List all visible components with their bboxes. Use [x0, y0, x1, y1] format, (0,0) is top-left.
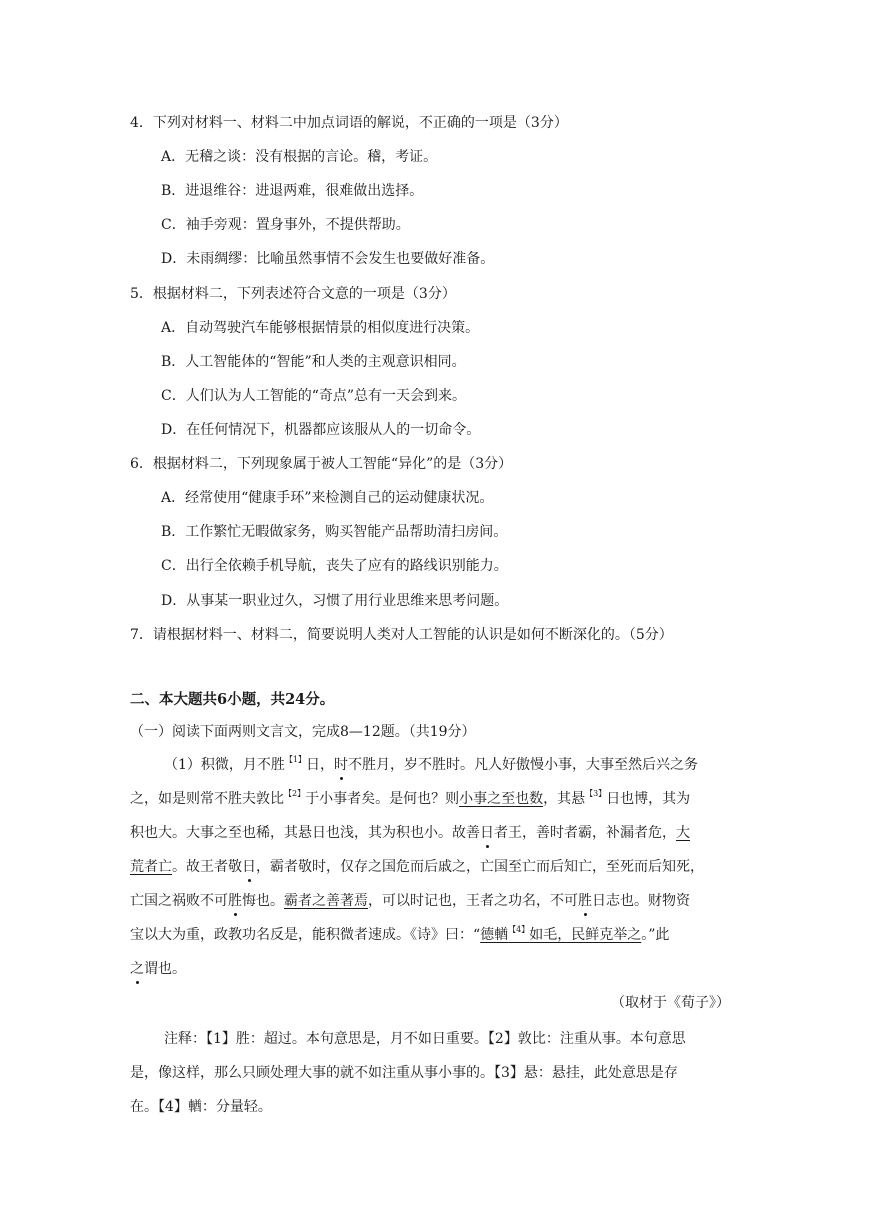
note-marker-3: 【3】 [585, 789, 607, 798]
passage-line-4: 荒者亡。故王者敬日，霸者敬时，仅存之国危而后戚之，亡国至亡而后知亡，至死而后知死， [130, 859, 704, 875]
passage-line-2: 之，如是则常不胜夫敦比$^{【2】}$于小事者矣。是何也？则小事之至也数，其悬$^{【3】}$日也博，其为 [130, 789, 691, 807]
passage-line-3: 积也大。大事之至也稀，其悬日也浅，其为积也小。故善日者王，善时者霸，补漏者危，大 [130, 825, 690, 841]
underlined-phrase: 小事之至也数 [459, 791, 544, 807]
notes-line-1: 注释：【1】胜：超过。本句意思是，月不如日重要。【2】敦比：注重从事。本句意思 [164, 1031, 686, 1047]
note-marker-1: 【1】 [284, 755, 307, 764]
passage-line-1: （1）积微，月不胜$^{【1】}$日，时不胜月，岁不胜时。凡人好傲慢小事，大事至然后兴之务 [164, 755, 699, 773]
passage-line-6: 宝以大为重，政教功名反是，能积微者速成。《诗》曰：“德輶$^{【4】}$如毛，民鲜克举之。”此 [130, 925, 670, 943]
emphasis-dot-char: 胜 [578, 893, 592, 909]
question-5-option-d: D．在任何情况下，机器都应该服从人的一切命令。 [161, 422, 481, 438]
section-2-subheading: （一）阅读下面两则文言文，完成8—12题。（共19分） [130, 724, 476, 740]
underlined-phrase: 霸者之善著焉 [284, 893, 368, 909]
question-6-option-a: A．经常使用“健康手环”来检测自己的运动健康状况。 [161, 490, 494, 506]
note-marker-2: 【2】 [284, 789, 306, 798]
question-5-option-a: A．自动驾驶汽车能够根据情景的相似度进行决策。 [161, 320, 480, 336]
notes-line-3: 在。【4】輶：分量轻。 [130, 1099, 272, 1115]
question-4-option-b: B．进退维谷：进退两难，很难做出选择。 [161, 183, 424, 199]
notes-line-2: 是，像这样，那么只顾处理大事的就不如注重从事小事的。【3】悬：悬挂，此处意思是存 [130, 1065, 678, 1081]
note-marker-4: 【4】 [508, 925, 530, 934]
question-6-option-c: C．出行全依赖手机导航，丧失了应有的路线识别能力。 [161, 558, 508, 574]
question-5-stem: 5．根据材料二，下列表述符合文意的一项是（3分） [130, 286, 456, 302]
underlined-phrase: 大 [676, 825, 690, 841]
question-5-option-c: C．人们认为人工智能的“奇点”总有一天会到来。 [161, 388, 467, 404]
question-4-stem: 4．下列对材料一、材料二中加点词语的解说，不正确的一项是（3分） [130, 115, 568, 131]
emphasis-dot-char: 之 [130, 961, 144, 977]
emphasis-dot-char: 日 [242, 859, 256, 875]
section-2-heading: 二、本大题共6小题，共24分。 [130, 691, 335, 708]
question-7-stem: 7．请根据材料一、材料二，简要说明人类对人工智能的认识是如何不断深化的。（5分） [130, 627, 673, 643]
passage-line-5: 亡国之祸败不可胜悔也。霸者之善著焉，可以时记也，王者之功名，不可胜日志也。财物资 [130, 893, 690, 909]
emphasis-dot-char: 日 [480, 825, 494, 841]
emphasis-dot-char: 胜 [228, 893, 242, 909]
passage-source: （取材于《荀子》） [611, 995, 730, 1011]
question-6-stem: 6．根据材料二，下列现象属于被人工智能“异化”的是（3分） [130, 456, 513, 472]
passage-line-7: 之谓也。 [130, 961, 186, 977]
emphasis-dot-char: 时 [334, 757, 349, 773]
question-6-option-b: B．工作繁忙无暇做家务，购买智能产品帮助清扫房间。 [161, 524, 508, 540]
underlined-phrase: 荒者亡 [130, 859, 172, 875]
question-5-option-b: B．人工智能体的“智能”和人类的主观意识相同。 [161, 354, 466, 370]
question-4-option-d: D．未雨绸缪：比喻虽然事情不会发生也要做好准备。 [161, 251, 495, 267]
question-4-option-a: A．无稽之谈：没有根据的言论。稽，考证。 [161, 149, 438, 165]
question-6-option-d: D．从事某一职业过久，习惯了用行业思维来思考问题。 [161, 593, 509, 609]
question-4-option-c: C．袖手旁观：置身事外，不提供帮助。 [161, 217, 410, 233]
underlined-phrase: 德輶$^{【4】}$如毛，民鲜克举之 [480, 925, 642, 943]
